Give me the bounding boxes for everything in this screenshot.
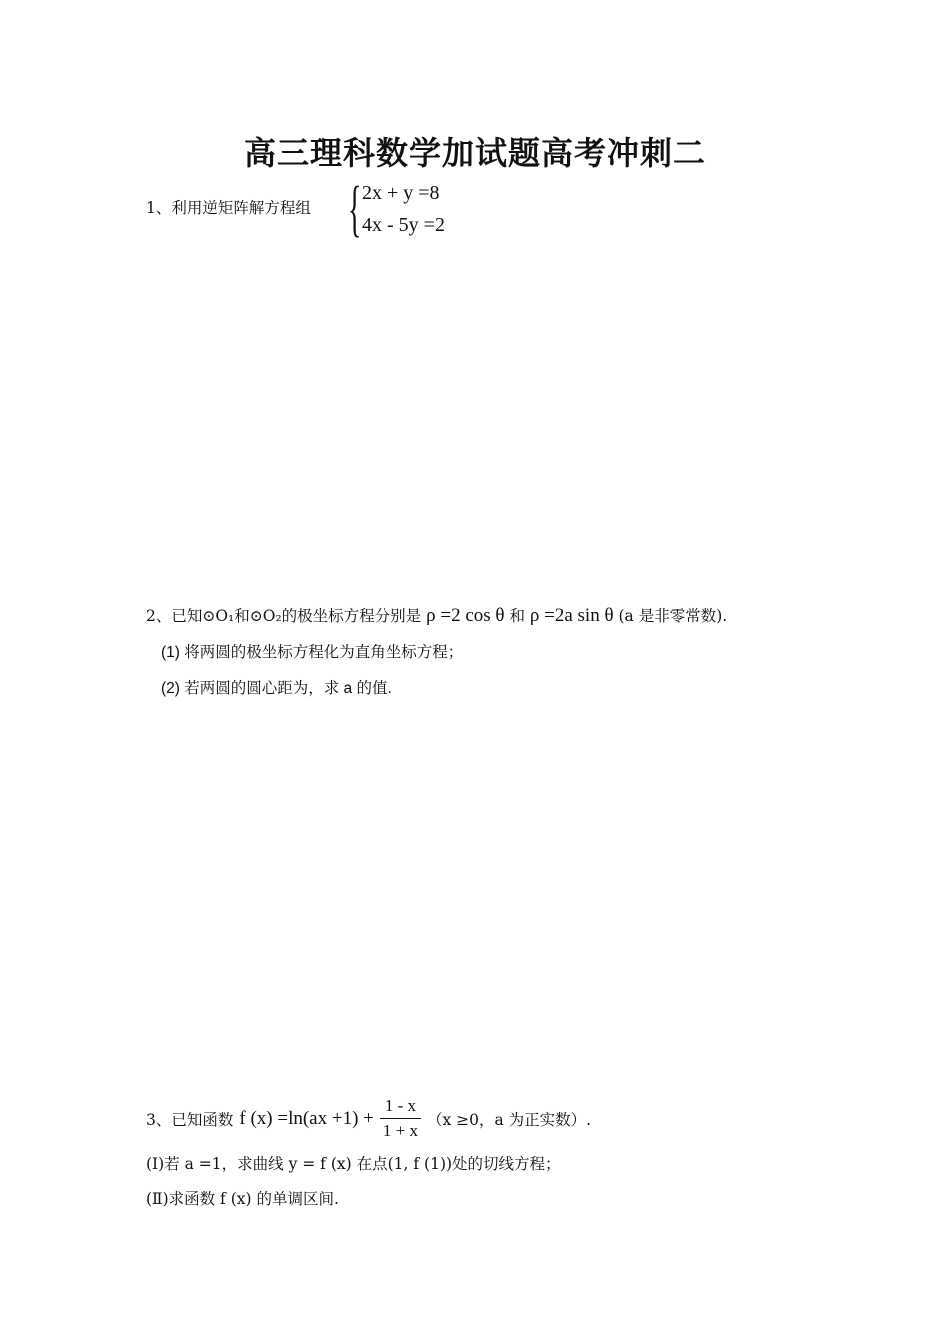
question-2-line xyxy=(146,604,727,627)
function-definition: f (x) =ln(ax +1) + xyxy=(239,1107,374,1129)
fraction-denominator: 1 + x xyxy=(382,1121,418,1140)
polar-formula-1: ρ =2 cos θ xyxy=(426,605,505,626)
system-brace: { xyxy=(348,175,362,243)
question-2-tail: (a 是非零常数). xyxy=(618,607,728,625)
question-3-part-1: (Ⅰ)若 a =1，求曲线 y = f (x) 在点(1, f (1))处的切线方程； xyxy=(146,1155,561,1173)
question-1-text: 1、利用逆矩阵解方程组 xyxy=(146,199,311,217)
fraction-numerator: 1 - x xyxy=(380,1096,421,1119)
question-2-part-2: (2) 若两圆的圆心距为，求 a 的值. xyxy=(161,680,392,697)
question-2-text: 2、已知⊙O₁和⊙O₂的极坐标方程分别是 xyxy=(146,607,422,625)
equation-1: 2x + y =8 xyxy=(362,182,440,204)
question-3-line xyxy=(146,1096,591,1141)
polar-formula-2: ρ =2a sin θ xyxy=(529,605,614,626)
question-3-prefix: 3、已知函数 xyxy=(146,1110,234,1129)
formula-connector: 和 xyxy=(509,607,525,625)
page-title: 高三理科数学加试题高考冲刺二 xyxy=(243,134,706,172)
equation-2: 4x - 5y =2 xyxy=(362,214,445,236)
question-3-part-2: (Ⅱ)求函数 f (x) 的单调区间. xyxy=(146,1190,339,1208)
fraction xyxy=(380,1096,421,1141)
question-2-part-1: (1) 将两圆的极坐标方程化为直角坐标方程； xyxy=(161,644,464,661)
domain-condition: （x ≥0，a 为正实数）. xyxy=(426,1110,592,1129)
